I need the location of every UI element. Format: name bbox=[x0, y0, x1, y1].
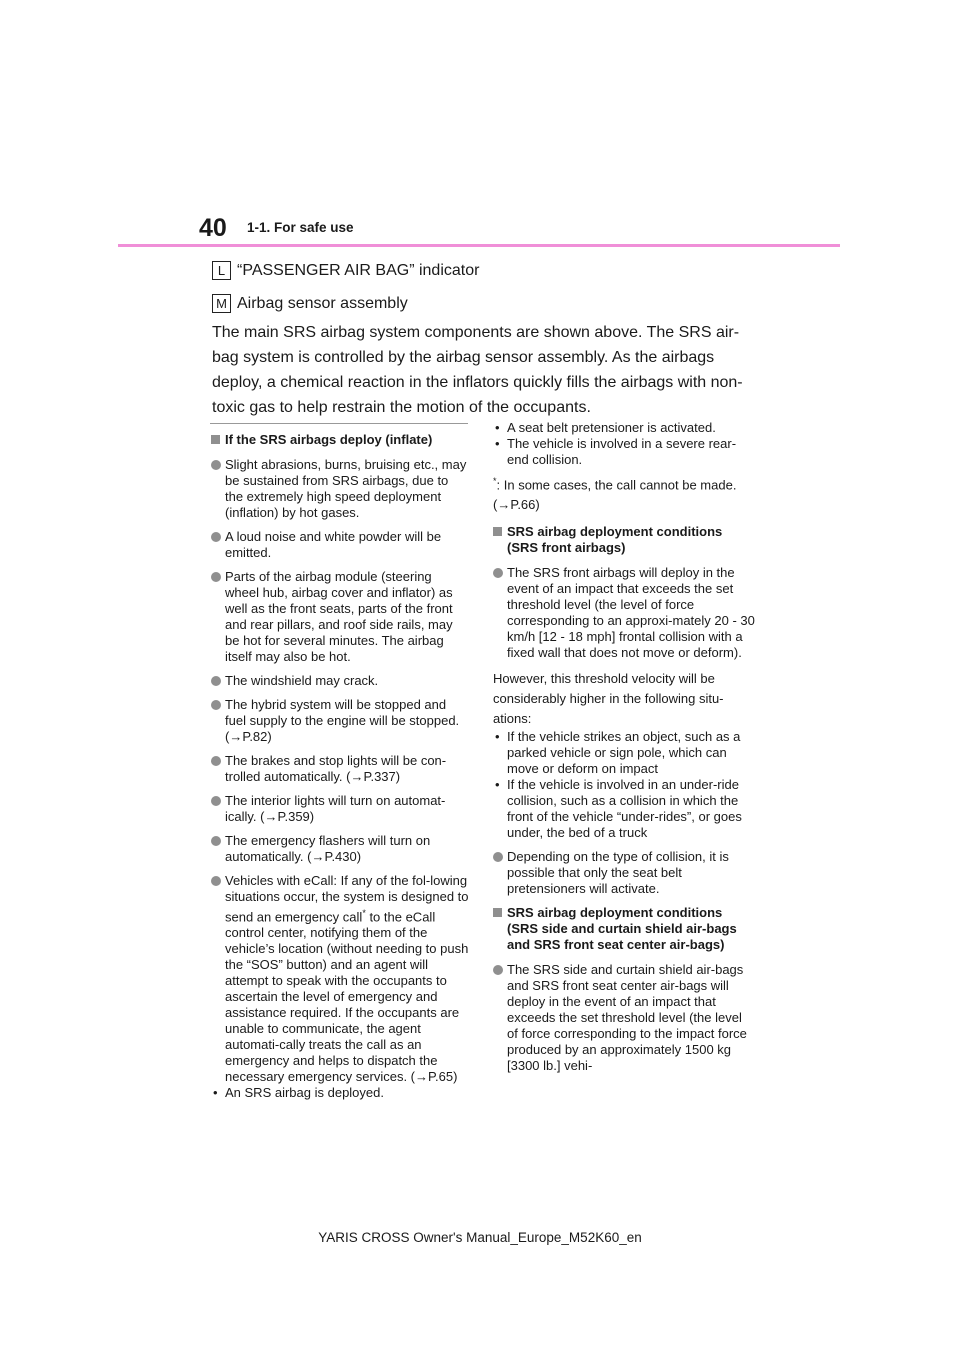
legend-text: Airbag sensor assembly bbox=[237, 294, 408, 312]
right-column bbox=[493, 420, 755, 1082]
list-item: The brakes and stop lights will be con-trolled automatically. (→P.337) bbox=[211, 753, 469, 785]
ecall-text-cont: to the eCall control center, notifying them of the vehicle’s location (without needing to push the “SOS” button) and an agent will attempt to speak with the occupants to ascertain the level of emergency and assistance required. If the occupants are unable to communicate, the agent automati-cally treats the call as an emergency and helps to dispatch the necessary emergency services. (→P.65) bbox=[225, 909, 469, 1085]
situation-item: • If the vehicle is involved in an under-ride collision, such as a collision in which the front of the vehicle “under-rides”, or goes under, the bed of a truck bbox=[493, 777, 755, 841]
body-paragraph: However, this threshold velocity will be considerably higher in the following situ-ations: bbox=[493, 671, 724, 727]
list-item: The SRS front airbags will deploy in the event of an impact that exceeds the set threshold level (the level of force corresponding to an approxi-mately 20 - 30 km/h [12 - 18 mph] frontal collision with a fixed wall that does not move or deform). bbox=[493, 565, 755, 661]
list-item: Slight abrasions, burns, bruising etc., may be sustained from SRS airbags, due to the extremely high speed deployment (inflation) by hot gases. bbox=[211, 457, 469, 521]
section-title: 1-1. For safe use bbox=[247, 220, 354, 235]
footnote-text: : In some cases, the call cannot be made. (→P.66) bbox=[493, 477, 737, 513]
section-heading: SRS airbag deployment conditions (SRS side and curtain shield air-bags and SRS front seat center air-bags) bbox=[493, 905, 755, 953]
legend-text: “PASSENGER AIR BAG” indicator bbox=[237, 261, 480, 279]
section-heading: SRS airbag deployment conditions (SRS front airbags) bbox=[493, 524, 755, 556]
legend-key: M bbox=[212, 294, 231, 313]
header-rule bbox=[118, 244, 840, 247]
list-item: The SRS side and curtain shield air-bags and SRS front seat center air-bags will deploy in the event of an impact that exceeds the set threshold level (the level of force corresponding to the impact force produced by an approximately 1500 kg [3300 lb.] vehi- bbox=[493, 962, 755, 1074]
ecall-list-item bbox=[211, 873, 469, 1085]
list-item: The hybrid system will be stopped and fuel supply to the engine will be stopped. (→P.82) bbox=[211, 697, 469, 745]
footer: YARIS CROSS Owner's Manual_Europe_M52K60_en bbox=[318, 1230, 642, 1245]
legend-item-m bbox=[212, 294, 408, 313]
ecall-sub-item: • The vehicle is involved in a severe rear-end collision. bbox=[493, 436, 755, 468]
page-number: 40 bbox=[199, 214, 227, 242]
list-item: Parts of the airbag module (steering wheel hub, airbag cover and inflator) as well as the front seats, parts of the front and rear pillars, and roof side rails, may be hot for several minutes. The airbag itself may also be hot. bbox=[211, 569, 469, 665]
legend-key: L bbox=[212, 261, 231, 280]
list-item: A loud noise and white powder will be emitted. bbox=[211, 529, 469, 561]
ecall-sub-item: • An SRS airbag is deployed. bbox=[211, 1085, 469, 1101]
footnote bbox=[493, 471, 755, 515]
ecall-sub-item: • A seat belt pretensioner is activated. bbox=[493, 420, 755, 436]
footnote-mark: * bbox=[362, 908, 366, 918]
column-divider bbox=[210, 423, 468, 424]
footnote-mark: * bbox=[493, 476, 497, 486]
list-item: The windshield may crack. bbox=[211, 673, 469, 689]
legend-item-l bbox=[212, 261, 479, 280]
list-item: The interior lights will turn on automat-ically. (→P.359) bbox=[211, 793, 469, 825]
left-column bbox=[211, 432, 469, 1101]
list-item: The emergency flashers will turn on automatically. (→P.430) bbox=[211, 833, 469, 865]
ecall-text: Vehicles with eCall: If any of the fol-lowing situations occur, the system is designed to send an emergency call bbox=[225, 873, 469, 925]
section-heading: If the SRS airbags deploy (inflate) bbox=[211, 432, 469, 448]
situation-item: • If the vehicle strikes an object, such as a parked vehicle or sign pole, which can move or deform on impact bbox=[493, 729, 755, 777]
intro-paragraph: The main SRS airbag system components are shown above. The SRS air-bag system is controlled by the airbag sensor assembly. As the airbags deploy, a chemical reaction in the inflators quickly fills the airbags with non-toxic gas to help restrain the motion of the occupants. bbox=[212, 324, 743, 416]
list-item: Depending on the type of collision, it is possible that only the seat belt pretensioners will activate. bbox=[493, 849, 755, 897]
